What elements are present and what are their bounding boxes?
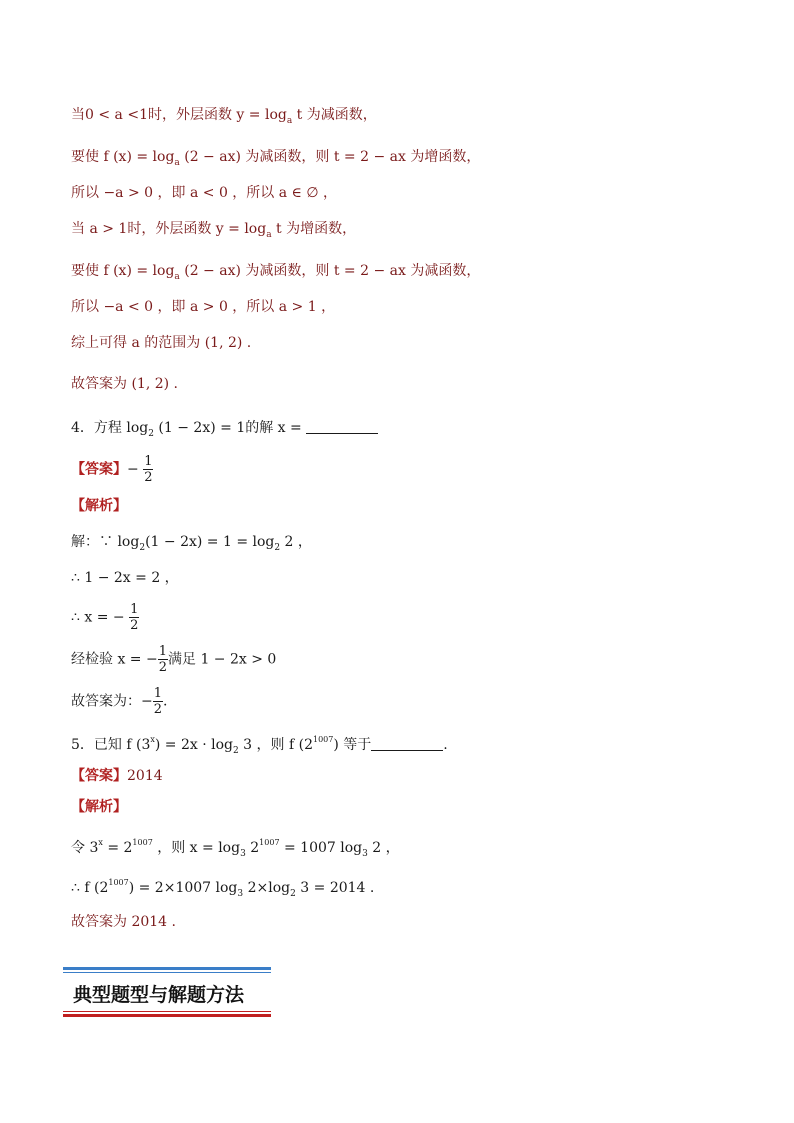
- fraction: $\frac{1}{2}$: [144, 454, 153, 485]
- question-4-answer: 【答案】− $\frac{1}{2}$: [71, 454, 153, 485]
- fraction: $\frac{1}{2}$: [153, 686, 163, 717]
- question-4-final: 故答案为：− $\frac{1}{2}$ .: [71, 686, 168, 717]
- line-summary: 综上可得 a 的范围为 (1, 2) .: [71, 335, 252, 351]
- line-result-2: 所以 −a < 0 ，即 a > 0 ，所以 a > 1 ，: [71, 299, 336, 315]
- line-case-1: 当0 < a <1时，外层函数 $y = \log_a t$ 为减函数，: [71, 107, 377, 126]
- question-4-analysis-tag: 【解析】: [71, 498, 127, 514]
- line-case-2: 当 a > 1时，外层函数 $y = \log_a t$ 为增函数，: [71, 221, 357, 240]
- question-4-step-3: ∴ x = − $\frac{1}{2}$: [71, 602, 139, 633]
- fraction: $\frac{1}{2}$: [158, 644, 167, 675]
- question-5-analysis-tag: 【解析】: [71, 799, 127, 815]
- answer-blank: [371, 736, 443, 751]
- question-5-final: 故答案为 2014 .: [71, 914, 176, 930]
- question-5-answer: 【答案】2014: [71, 768, 163, 784]
- question-4-step-4: 经检验 x = − $\frac{1}{2}$ 满足 1 − 2x > 0: [71, 644, 277, 675]
- line-final-answer: 故答案为 (1, 2) .: [71, 376, 178, 392]
- section-heading-box: [63, 967, 271, 1017]
- line-result-1: 所以 −a > 0 ，即 a < 0 ，所以 a ∈ ∅ ，: [71, 185, 338, 201]
- question-5-step-2: ∴ f $(2^{1007}) = 2\times 1007$ $\log_3 2\times\log_2$ 3 = 2014 .: [71, 878, 375, 899]
- question-4-step-1: 解：∵ $\log_2(1 - 2x) = 1 = \log_2 2$ ，: [71, 534, 312, 553]
- fraction: $\frac{1}{2}$: [130, 602, 139, 633]
- question-5-stem: 5．已知 f $(3^x) = 2x \cdot \log_2 3$ ，则 f $(2^{1007})$ 等于 .: [71, 735, 448, 756]
- section-title: 典型题型与解题方法: [73, 984, 245, 1006]
- line-condition-2: 要使 f $(x) = \log_a (2 - ax)$ 为减函数，则 t = 2 − ax 为减函数，: [71, 263, 481, 282]
- line-condition-1: 要使 f $(x) = \log_a (2 - ax)$ 为减函数，则 t = 2 − ax 为增函数，: [71, 149, 481, 168]
- question-4-step-2: ∴ 1 − 2x = 2 ，: [71, 570, 179, 586]
- question-4-stem: 4．方程 $\log_2 (1 - 2x) = 1$的解 x =: [71, 418, 378, 444]
- question-5-step-1: 令 $3^x = 2^{1007}$ ，则 $x = \log_3 2^{1007} = 1007$ $\log_3 2$ ，: [71, 838, 400, 859]
- answer-blank: [306, 419, 378, 434]
